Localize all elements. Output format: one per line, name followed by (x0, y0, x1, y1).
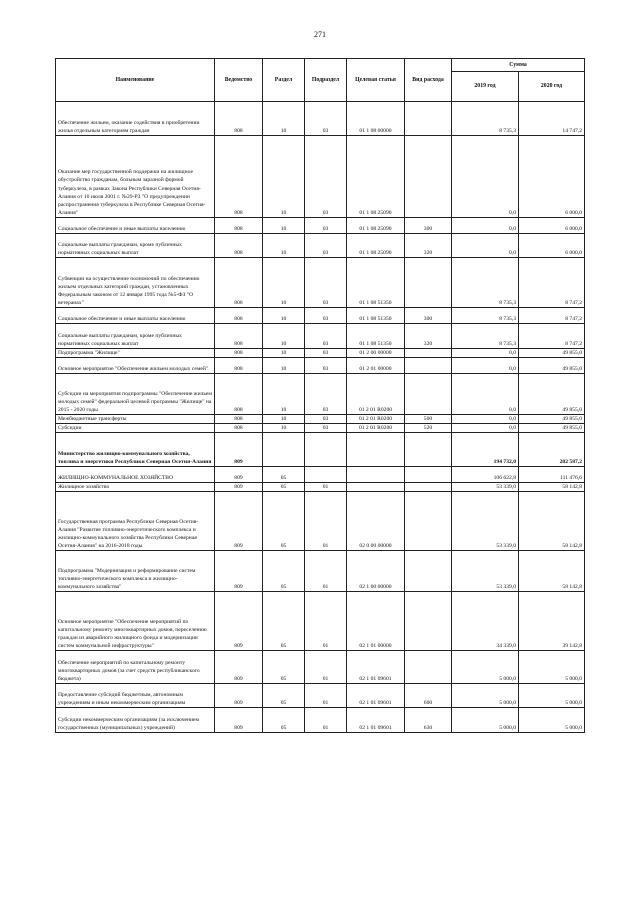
row-section: 10 (263, 136, 305, 218)
table-row (56, 218, 585, 234)
row-target: 01 1 08 00000 (347, 102, 405, 136)
row-section: 10 (263, 102, 305, 136)
row-2020: 5 000,0 (519, 708, 585, 733)
row-2019: 0,0 (452, 136, 519, 218)
row-ministry: 809 (215, 492, 263, 551)
row-target: 01 1 08 25090 (347, 234, 405, 258)
table-row (56, 651, 585, 684)
row-subsection: 03 (305, 424, 347, 433)
row-2020: 58 142,8 (519, 551, 585, 592)
budget-table (55, 58, 585, 733)
row-ministry: 809 (215, 551, 263, 592)
row-section: 10 (263, 218, 305, 234)
row-subsection: 01 (305, 551, 347, 592)
table-row (56, 708, 585, 733)
row-target: 01 1 08 51350 (347, 324, 405, 349)
row-subsection (305, 467, 347, 483)
row-ministry: 808 (215, 415, 263, 424)
row-2020: 49 855,0 (519, 374, 585, 415)
row-target: 01 2 01 R0200 (347, 424, 405, 433)
row-section: 10 (263, 374, 305, 415)
row-section: 10 (263, 349, 305, 358)
row-subsection: 03 (305, 258, 347, 308)
row-target: 01 2 01 00000 (347, 358, 405, 374)
row-expense-type: 520 (405, 424, 452, 433)
row-ministry: 808 (215, 218, 263, 234)
row-ministry: 809 (215, 467, 263, 483)
row-expense-type (405, 492, 452, 551)
row-2020: 58 142,8 (519, 492, 585, 551)
row-2019: 0,0 (452, 234, 519, 258)
row-ministry: 808 (215, 324, 263, 349)
row-name: Оказание мер государственной поддержки на жилищное обустройство гражданам, больным заразной формой туберкулеза, в рамках Закона Республики Северная Осетия-Алания от 10 июля 2001 г. №29-РЗ "О предупреждении распространения туберкулеза в Республике Северная Осетия-Алания" (56, 136, 215, 218)
row-name: Обеспечение жильем, оказание содействия в приобретении жилья отдельным категориям граждан (56, 102, 215, 136)
row-subsection: 03 (305, 415, 347, 424)
row-target: 01 1 08 51350 (347, 308, 405, 324)
row-subsection: 01 (305, 651, 347, 684)
row-2019: 194 732,0 (452, 433, 519, 467)
row-expense-type: 600 (405, 684, 452, 708)
row-2019: 0,0 (452, 218, 519, 234)
row-2019: 53 339,0 (452, 483, 519, 492)
row-2020: 6 000,0 (519, 136, 585, 218)
row-section: 05 (263, 651, 305, 684)
row-2020: 8 747,2 (519, 258, 585, 308)
row-2019: 0,0 (452, 349, 519, 358)
table-row (56, 258, 585, 308)
row-target: 02 1 01 00000 (347, 592, 405, 651)
row-target: 01 1 08 25090 (347, 218, 405, 234)
row-section: 05 (263, 551, 305, 592)
row-target: 01 1 08 51350 (347, 258, 405, 308)
row-expense-type (405, 374, 452, 415)
row-2020: 58 142,8 (519, 483, 585, 492)
row-section: 05 (263, 708, 305, 733)
row-2019: 0,0 (452, 374, 519, 415)
row-2020: 5 000,0 (519, 651, 585, 684)
row-expense-type (405, 483, 452, 492)
row-section: 05 (263, 592, 305, 651)
row-target: 01 2 01 R0200 (347, 374, 405, 415)
row-target: 01 2 01 R0200 (347, 415, 405, 424)
header-target: Целевая статья (347, 59, 405, 102)
row-subsection: 01 (305, 708, 347, 733)
row-2019: 34 339,0 (452, 592, 519, 651)
table-row (56, 234, 585, 258)
row-name: Социальное обеспечение и иные выплаты населению (56, 218, 215, 234)
row-expense-type (405, 651, 452, 684)
table-row (56, 358, 585, 374)
row-subsection: 03 (305, 218, 347, 234)
row-target: 02 1 00 00000 (347, 551, 405, 592)
row-name: Субсидии на мероприятия подпрограммы "Обеспечение жильем молодых семей" федеральной целевой программы "Жилище" на 2015 - 2020 годы (56, 374, 215, 415)
row-section: 05 (263, 467, 305, 483)
row-2019: 5 000,0 (452, 684, 519, 708)
row-ministry: 808 (215, 374, 263, 415)
header-expense-type: Вид расхода (405, 59, 452, 102)
row-2020: 202 587,2 (519, 433, 585, 467)
header-sum: Сумма (452, 59, 585, 72)
row-expense-type (405, 433, 452, 467)
row-name: Подпрограмма "Жилище" (56, 349, 215, 358)
row-ministry: 808 (215, 424, 263, 433)
row-2019: 5 000,0 (452, 708, 519, 733)
row-name: Подпрограмма "Модернизация и реформирование систем топливно-энергетического комплекса и жилищно-коммунального хозяйства" (56, 551, 215, 592)
table-row (56, 415, 585, 424)
row-subsection: 03 (305, 358, 347, 374)
row-ministry: 808 (215, 234, 263, 258)
row-expense-type (405, 102, 452, 136)
header-2020: 2020 год (519, 72, 585, 102)
row-2019: 53 339,0 (452, 551, 519, 592)
row-ministry: 808 (215, 258, 263, 308)
row-ministry: 809 (215, 433, 263, 467)
row-section: 10 (263, 358, 305, 374)
row-2020: 49 855,0 (519, 424, 585, 433)
row-subsection: 03 (305, 136, 347, 218)
row-2020: 39 142,8 (519, 592, 585, 651)
row-2019: 5 000,0 (452, 651, 519, 684)
row-2020: 6 000,0 (519, 218, 585, 234)
table-row (56, 349, 585, 358)
row-subsection: 01 (305, 483, 347, 492)
row-target: 01 2 00 00000 (347, 349, 405, 358)
row-expense-type (405, 358, 452, 374)
row-section: 05 (263, 483, 305, 492)
row-expense-type: 320 (405, 234, 452, 258)
row-2020: 6 000,0 (519, 234, 585, 258)
row-2020: 14 747,2 (519, 102, 585, 136)
row-subsection: 03 (305, 234, 347, 258)
row-name: Социальное обеспечение и иные выплаты населению (56, 308, 215, 324)
row-name: Основное мероприятие "Обеспечение жильем молодых семей" (56, 358, 215, 374)
row-section: 10 (263, 258, 305, 308)
header-subsection: Подраздел (305, 59, 347, 102)
row-2019: 0,0 (452, 424, 519, 433)
table-row (56, 324, 585, 349)
table-row (56, 374, 585, 415)
row-section: 05 (263, 684, 305, 708)
row-2020: 49 855,0 (519, 358, 585, 374)
row-subsection: 03 (305, 308, 347, 324)
row-name: Обеспечение мероприятий по капитальному ремонту многоквартирных домов (за счет средств республиканского бюджета) (56, 651, 215, 684)
row-name: Социальные выплаты гражданам, кроме публичных нормативных социальных выплат (56, 234, 215, 258)
row-2019: 8 735,3 (452, 102, 519, 136)
row-section: 10 (263, 234, 305, 258)
table-row (56, 551, 585, 592)
row-name: Межбюджетные трансферты (56, 415, 215, 424)
row-ministry: 809 (215, 592, 263, 651)
row-expense-type (405, 349, 452, 358)
row-2019: 8 735,3 (452, 308, 519, 324)
table-row (56, 136, 585, 218)
row-target: 02 1 01 09601 (347, 708, 405, 733)
row-name: Основное мероприятие "Обеспечение мероприятий по капитальному ремонту многоквартирных домов, переселению граждан из аварийного жилищного фонда и модернизации систем коммунальной инфраструктуры" (56, 592, 215, 651)
row-section: 10 (263, 308, 305, 324)
header-ministry: Ведомство (215, 59, 263, 102)
table-row (56, 684, 585, 708)
row-section: 10 (263, 324, 305, 349)
row-ministry: 809 (215, 708, 263, 733)
row-ministry: 809 (215, 483, 263, 492)
table-row (56, 483, 585, 492)
row-expense-type (405, 592, 452, 651)
row-name: Жилищное хозяйство (56, 483, 215, 492)
row-name: ЖИЛИЩНО-КОММУНАЛЬНОЕ ХОЗЯЙСТВО (56, 467, 215, 483)
row-expense-type: 500 (405, 415, 452, 424)
row-2019: 8 735,3 (452, 324, 519, 349)
row-expense-type (405, 551, 452, 592)
row-2020: 5 000,0 (519, 684, 585, 708)
row-ministry: 809 (215, 651, 263, 684)
row-target (347, 467, 405, 483)
row-subsection: 01 (305, 684, 347, 708)
row-ministry: 808 (215, 102, 263, 136)
table-row (56, 424, 585, 433)
row-target: 01 1 08 25090 (347, 136, 405, 218)
row-2020: 8 747,2 (519, 308, 585, 324)
row-subsection: 03 (305, 374, 347, 415)
row-2019: 53 339,0 (452, 492, 519, 551)
row-2020: 111 476,6 (519, 467, 585, 483)
header-2019: 2019 год (452, 72, 519, 102)
row-name: Министерство жилищно-коммунального хозяйства, топлива и энергетики Республики Северная Осетия-Алания (56, 433, 215, 467)
row-expense-type: 300 (405, 308, 452, 324)
table-row (56, 433, 585, 467)
row-target (347, 483, 405, 492)
row-expense-type: 320 (405, 324, 452, 349)
row-2020: 8 747,2 (519, 324, 585, 349)
table-row (56, 467, 585, 483)
row-subsection: 03 (305, 102, 347, 136)
row-subsection: 01 (305, 592, 347, 651)
row-section: 10 (263, 424, 305, 433)
row-target: 02 1 01 09601 (347, 651, 405, 684)
page-number: 271 (314, 30, 326, 39)
row-name: Субсидии некоммерческим организациям (за исключением государственных (муниципальных) учреждений) (56, 708, 215, 733)
row-ministry: 808 (215, 136, 263, 218)
table-row (56, 492, 585, 551)
row-expense-type (405, 136, 452, 218)
row-target: 02 1 01 09601 (347, 684, 405, 708)
row-subsection: 01 (305, 492, 347, 551)
row-name: Предоставление субсидий бюджетным, автономным учреждениям и иным некоммерческим организациям (56, 684, 215, 708)
row-name: Субвенции на осуществление полномочий по обеспечению жильем отдельных категорий граждан, установленных Федеральным законом от 12 января 1995 года №5-ФЗ "О ветеранах" (56, 258, 215, 308)
table-row (56, 102, 585, 136)
row-name: Социальные выплаты гражданам, кроме публичных нормативных социальных выплат (56, 324, 215, 349)
row-2020: 49 855,0 (519, 415, 585, 424)
header-section: Раздел (263, 59, 305, 102)
row-ministry: 808 (215, 358, 263, 374)
table-row (56, 308, 585, 324)
row-ministry: 808 (215, 349, 263, 358)
row-expense-type: 630 (405, 708, 452, 733)
header-name: Наименование (56, 59, 215, 102)
row-name: Государственная программа Республики Северная Осетия-Алания "Развитие топливно-энергетического комплекса и жилищно-коммунального хозяйства Республики Северная Осетия-Алания" на 2016-2018 годы (56, 492, 215, 551)
row-expense-type (405, 258, 452, 308)
row-2019: 0,0 (452, 415, 519, 424)
row-subsection: 03 (305, 324, 347, 349)
row-target (347, 433, 405, 467)
row-2020: 49 855,0 (519, 349, 585, 358)
row-ministry: 809 (215, 684, 263, 708)
row-name: Субсидии (56, 424, 215, 433)
row-target: 02 0 00 00000 (347, 492, 405, 551)
row-2019: 8 735,3 (452, 258, 519, 308)
table-row (56, 592, 585, 651)
row-section: 05 (263, 492, 305, 551)
row-2019: 0,0 (452, 358, 519, 374)
row-expense-type (405, 467, 452, 483)
row-expense-type: 300 (405, 218, 452, 234)
row-2019: 106 622,8 (452, 467, 519, 483)
row-subsection: 03 (305, 349, 347, 358)
row-section: 10 (263, 415, 305, 424)
row-section (263, 433, 305, 467)
row-subsection (305, 433, 347, 467)
row-ministry: 808 (215, 308, 263, 324)
